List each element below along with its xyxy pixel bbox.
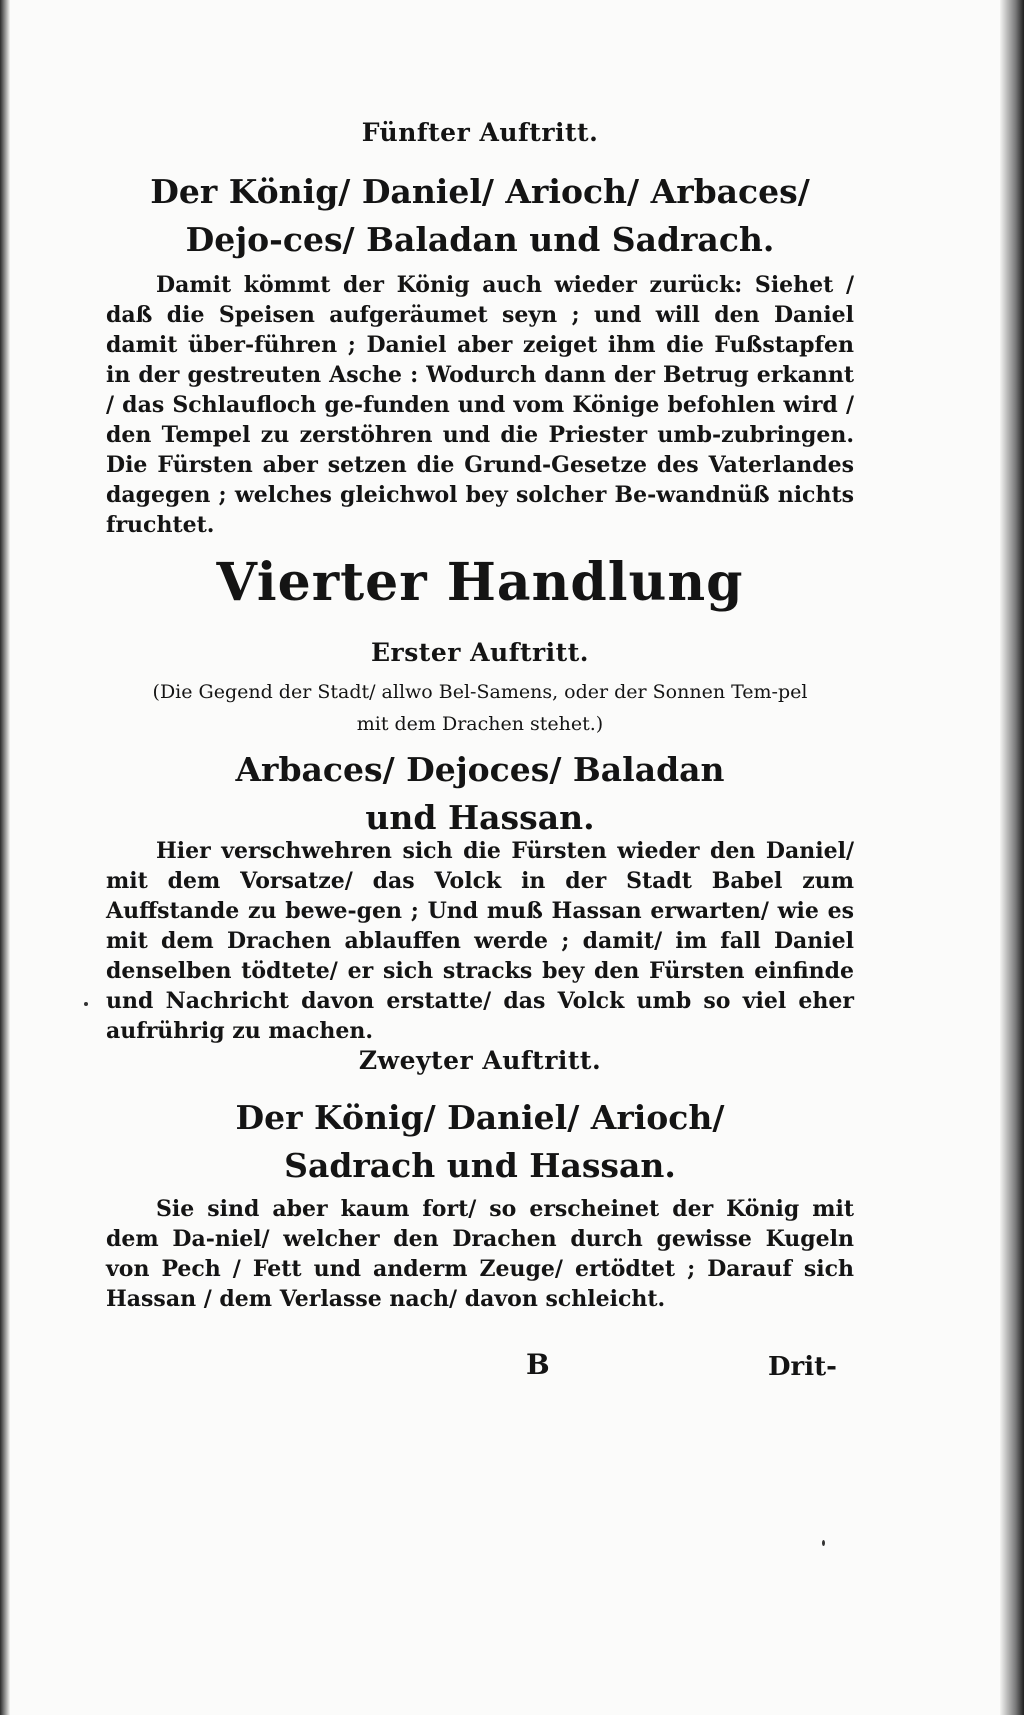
act-heading: Vierter Handlung	[216, 552, 744, 613]
scene-heading: Zweyter Auftritt.	[358, 1046, 602, 1075]
catchword: Drit-	[768, 1352, 837, 1382]
scene-heading: Erster Auftritt.	[371, 638, 589, 667]
cast-list: Arbaces/ Dejoces/ Baladan und Hassan.	[235, 750, 725, 837]
scene-heading: Fünfter Auftritt.	[361, 118, 599, 147]
cast-list: Der König/ Daniel/ Arioch/ Arbaces/ Dejo-ces/ Baladan und Sadrach.	[150, 172, 810, 259]
scene-summary: Hier verschwehren sich die Fürsten wieder den Daniel/ mit dem Vorsatze/ das Volck in der Stadt Babel zum Auffstande zu bewe-gen ; Und muß Hassan erwarten/ wie es mit dem Drachen ablauffen werde ; damit/ im fall Daniel denselben tödtete/ er sich stracks bey den Fürsten einfinde und Nachricht davon erstatte/ das Volck umb so viel eher aufrührig zu machen.	[106, 838, 854, 1044]
page-edge-shadow-left	[0, 0, 10, 1715]
stage-direction: (Die Gegend der Stadt/ allwo Bel-Samens, oder der Sonnen Tem-pel mit dem Drachen stehet.)	[152, 681, 808, 735]
ink-speck	[822, 1540, 825, 1546]
scene-summary: Sie sind aber kaum fort/ so erscheinet der König mit dem Da-niel/ welcher den Drachen durch gewisse Kugeln von Pech / Fett und anderm Zeuge/ ertödtet ; Darauf sich Hassan / dem Verlasse nach/ davon schleicht.	[106, 1196, 854, 1312]
cast-list: Der König/ Daniel/ Arioch/ Sadrach und Hassan.	[235, 1098, 725, 1185]
scene-summary: Damit kömmt der König auch wieder zurück: Siehet / daß die Speisen aufgeräumet seyn ; und will den Daniel damit über-führen ; Daniel aber zeiget ihm die Fußstapfen in der gestreuten Asche : Wodurch dann der Betrug erkannt / das Schlaufloch ge-funden und vom Könige befohlen wird / den Tempel zu zerstöhren und die Priester umb-zubringen. Die Fürsten aber setzen die Grund-Gesetze des Vaterlandes dagegen ; welches gleichwol bey solcher Be-wandnüß nichts fruchtet.	[106, 272, 854, 538]
page-edge-shadow-right	[1000, 0, 1024, 1715]
signature-mark: B	[526, 1348, 550, 1381]
ink-speck	[84, 1002, 88, 1006]
